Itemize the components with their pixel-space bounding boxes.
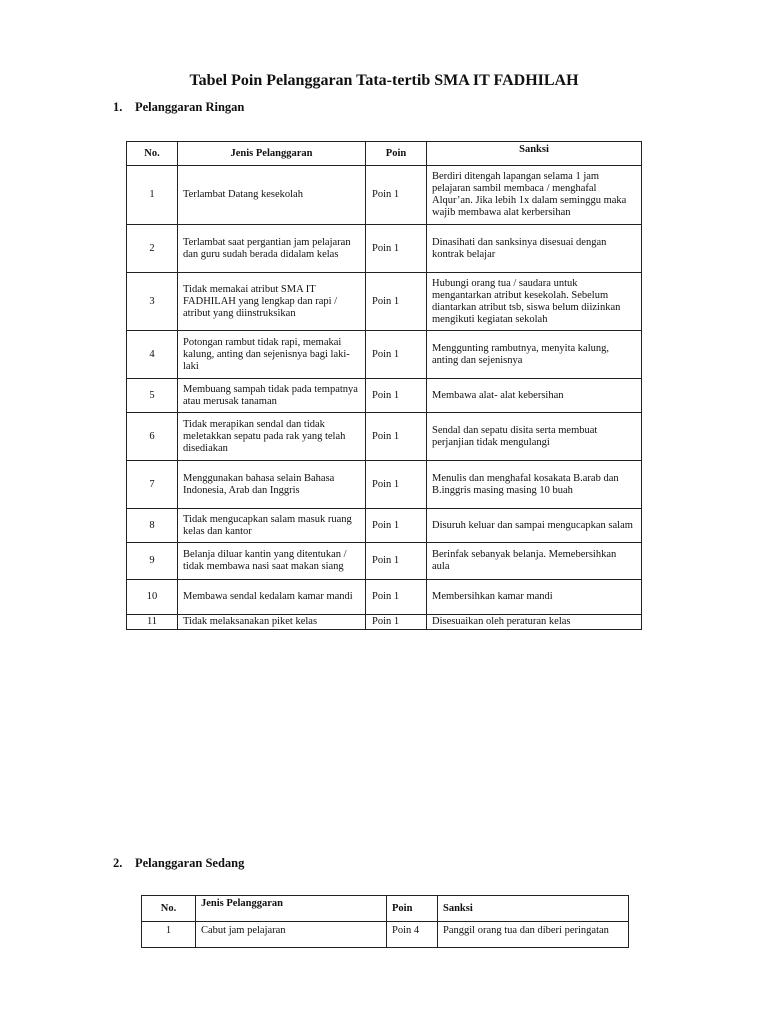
header-poin: Poin (366, 142, 427, 166)
table-row (142, 922, 629, 948)
table-row (127, 509, 642, 543)
pelanggaran-ringan-table (126, 141, 642, 630)
row-no: 9 (127, 543, 178, 580)
row-no: 4 (127, 331, 178, 379)
row-poin: Poin 1 (366, 509, 427, 543)
row-sanksi: Membawa alat- alat kebersihan (427, 379, 642, 413)
section-1-title: Pelanggaran Ringan (135, 100, 245, 114)
header-sanksi: Sanksi (438, 896, 629, 922)
row-sanksi: Sendal dan sepatu disita serta membuat perjanjian tidak mengulangi (427, 413, 642, 461)
header-no: No. (142, 896, 196, 922)
row-poin: Poin 1 (366, 615, 427, 630)
row-sanksi: Berdiri ditengah lapangan selama 1 jam pelajaran sambil membaca / menghafal Alqur’an. Jika lebih 1x dalam seminggu maka wajib membawa alat kerbersihan (427, 166, 642, 225)
table-row (127, 225, 642, 273)
table-row (127, 615, 642, 630)
section-2-number: 2. (113, 856, 123, 870)
row-no: 11 (127, 615, 178, 630)
row-jenis: Potongan rambut tidak rapi, memakai kalung, anting dan sejenisnya bagi laki-laki (178, 331, 366, 379)
row-poin: Poin 1 (366, 166, 427, 225)
document-title: Tabel Poin Pelanggaran Tata-tertib SMA IT FADHILAH (189, 72, 579, 89)
row-no: 7 (127, 461, 178, 509)
row-jenis: Cabut jam pelajaran (196, 922, 387, 948)
row-no: 6 (127, 413, 178, 461)
row-jenis: Tidak memakai atribut SMA IT FADHILAH yang lengkap dan rapi / atribut yang diinstruksikan (178, 273, 366, 331)
row-sanksi: Disuruh keluar dan sampai mengucapkan salam (427, 509, 642, 543)
row-poin: Poin 1 (366, 225, 427, 273)
row-poin: Poin 1 (366, 331, 427, 379)
row-poin: Poin 1 (366, 461, 427, 509)
row-poin: Poin 1 (366, 413, 427, 461)
table-row (127, 273, 642, 331)
table-row (127, 331, 642, 379)
row-sanksi: Hubungi orang tua / saudara untuk mengantarkan atribut kesekolah. Sebelum diantarkan atribut tsb, siswa belum diizinkan mengikuti kegiatan sekolah (427, 273, 642, 331)
row-no: 10 (127, 580, 178, 615)
pelanggaran-sedang-table (141, 895, 629, 948)
table-header-row (127, 142, 642, 166)
row-no: 2 (127, 225, 178, 273)
header-jenis: Jenis Pelanggaran (178, 142, 366, 166)
section-1-number: 1. (113, 100, 123, 114)
row-no: 8 (127, 509, 178, 543)
header-jenis: Jenis Pelanggaran (196, 896, 387, 922)
section-2-title: Pelanggaran Sedang (135, 856, 245, 870)
row-jenis: Belanja diluar kantin yang ditentukan / tidak membawa nasi saat makan siang (178, 543, 366, 580)
row-jenis: Membuang sampah tidak pada tempatnya atau merusak tanaman (178, 379, 366, 413)
section-1-heading (113, 100, 244, 115)
row-poin: Poin 1 (366, 273, 427, 331)
header-sanksi: Sanksi (427, 142, 642, 166)
table-row (127, 379, 642, 413)
row-poin: Poin 4 (387, 922, 438, 948)
row-no: 1 (142, 922, 196, 948)
table-row (127, 166, 642, 225)
row-sanksi: Berinfak sebanyak belanja. Memebersihkan aula (427, 543, 642, 580)
header-poin: Poin (387, 896, 438, 922)
row-poin: Poin 1 (366, 543, 427, 580)
row-sanksi: Disesuaikan oleh peraturan kelas (427, 615, 642, 630)
table-row (127, 413, 642, 461)
row-poin: Poin 1 (366, 580, 427, 615)
row-sanksi: Membersihkan kamar mandi (427, 580, 642, 615)
table-row (127, 461, 642, 509)
row-no: 3 (127, 273, 178, 331)
row-jenis: Tidak merapikan sendal dan tidak meletakkan sepatu pada rak yang telah disediakan (178, 413, 366, 461)
row-jenis: Tidak melaksanakan piket kelas (178, 615, 366, 630)
row-jenis: Menggunakan bahasa selain Bahasa Indonesia, Arab dan Inggris (178, 461, 366, 509)
row-poin: Poin 1 (366, 379, 427, 413)
row-sanksi: Menulis dan menghafal kosakata B.arab dan B.inggris masing masing 10 buah (427, 461, 642, 509)
row-jenis: Tidak mengucapkan salam masuk ruang kelas dan kantor (178, 509, 366, 543)
header-no: No. (127, 142, 178, 166)
row-jenis: Terlambat saat pergantian jam pelajaran dan guru sudah berada didalam kelas (178, 225, 366, 273)
row-no: 5 (127, 379, 178, 413)
row-no: 1 (127, 166, 178, 225)
row-jenis: Membawa sendal kedalam kamar mandi (178, 580, 366, 615)
section-2-heading (113, 856, 244, 871)
table-row (127, 543, 642, 580)
row-sanksi: Dinasihati dan sanksinya disesuai dengan kontrak belajar (427, 225, 642, 273)
row-jenis: Terlambat Datang kesekolah (178, 166, 366, 225)
table-row (127, 580, 642, 615)
row-sanksi: Panggil orang tua dan diberi peringatan (438, 922, 629, 948)
table-header-row (142, 896, 629, 922)
row-sanksi: Menggunting rambutnya, menyita kalung, anting dan sejenisnya (427, 331, 642, 379)
